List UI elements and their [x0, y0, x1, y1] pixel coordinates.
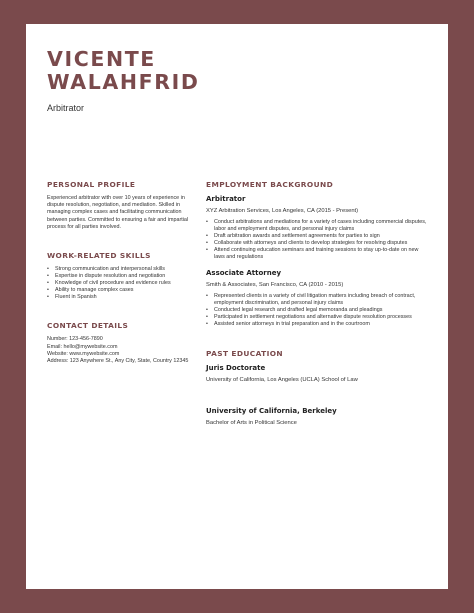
profile-section: [47, 180, 189, 231]
job-duties: [206, 293, 428, 328]
left-column: [47, 180, 189, 365]
job-title: Arbitrator: [206, 195, 246, 203]
job-company: XYZ Arbitration Services, Los Angeles, CA (2015 - Present): [206, 208, 359, 214]
list-item: • Represented clients in a variety of civil litigation matters including breach of contract, employment discrimination, and personal injury claims: [213, 293, 428, 307]
skills-heading: WORK-RELATED SKILLS: [47, 251, 151, 261]
contact-email: Email: hello@mywebsite.com: [47, 343, 118, 350]
list-item: • Attend continuing education seminars and training sessions to stay up-to-date on new laws and regulations: [213, 247, 428, 261]
degree-title: University of California, Berkeley: [206, 407, 337, 416]
contact-website: Website: www.mywebsite.com: [47, 350, 120, 357]
job-title: Associate Attorney: [206, 268, 282, 277]
candidate-name: [47, 48, 199, 94]
job-entry: [206, 195, 428, 262]
education-heading: PAST EDUCATION: [206, 349, 284, 359]
list-item: • Participated in settlement negotiations and alternative dispute resolution processes: [213, 314, 428, 321]
job-company: Smith & Associates, San Francisco, CA (2010 - 2015): [206, 281, 344, 288]
profile-heading: PERSONAL PROFILE: [47, 180, 136, 189]
school-name: Bachelor of Arts in Political Science: [206, 420, 297, 427]
profile-text: Experienced arbitrator with over 10 years of experience in dispute resolution, negotiation, and mediation. Skilled in managing complex cases and facilitating communication between parties. Committed to ensuring a fair and impartial process for all parties involved.: [47, 195, 189, 230]
skills-section: [47, 251, 189, 301]
job-role: Arbitrator: [47, 103, 85, 113]
list-item: • Conduct arbitrations and mediations for a variety of cases including commercial disputes, labor and employment disputes, and personal injury claims: [213, 219, 428, 233]
list-item: • Collaborate with attorneys and clients to develop strategies for resolving disputes: [213, 240, 428, 247]
list-item: • Ability to manage complex cases: [54, 287, 189, 294]
contact-heading: CONTACT DETAILS: [47, 321, 129, 331]
job-duties: [206, 219, 428, 262]
job-entry: [206, 269, 428, 328]
list-item: • Fluent in Spanish: [54, 294, 189, 301]
education-entry: [206, 407, 428, 426]
list-item: • Assisted senior attorneys in trial preparation and in the courtroom: [213, 321, 428, 328]
list-item: • Strong communication and interpersonal skills: [54, 266, 189, 273]
employment-section: [206, 180, 428, 328]
list-item: • Knowledge of civil procedure and evidence rules: [54, 280, 189, 287]
list-item: • Draft arbitration awards and settlement agreements for parties to sign: [213, 233, 428, 240]
school-name: University of California, Los Angeles (UCLA) School of Law: [206, 377, 358, 384]
employment-heading: EMPLOYMENT BACKGROUND: [206, 180, 334, 189]
education-entry: [206, 364, 428, 383]
right-column: [206, 180, 428, 431]
education-section: [206, 349, 428, 426]
skills-list: [47, 266, 189, 301]
contact-address: Address: 123 Anywhere St., Any City, State, Country 12345: [47, 358, 189, 365]
contact-number: Number: 123-456-7890: [47, 336, 103, 343]
first-name: VICENTE: [47, 47, 156, 71]
list-item: • Expertise in dispute resolution and negotiation: [54, 273, 189, 280]
list-item: • Conducted legal research and drafted legal memoranda and pleadings: [213, 307, 428, 314]
degree-title: Juris Doctorate: [206, 364, 266, 373]
contact-section: [47, 321, 189, 365]
resume-page: [26, 24, 448, 589]
last-name: WALAHFRID: [47, 70, 200, 94]
